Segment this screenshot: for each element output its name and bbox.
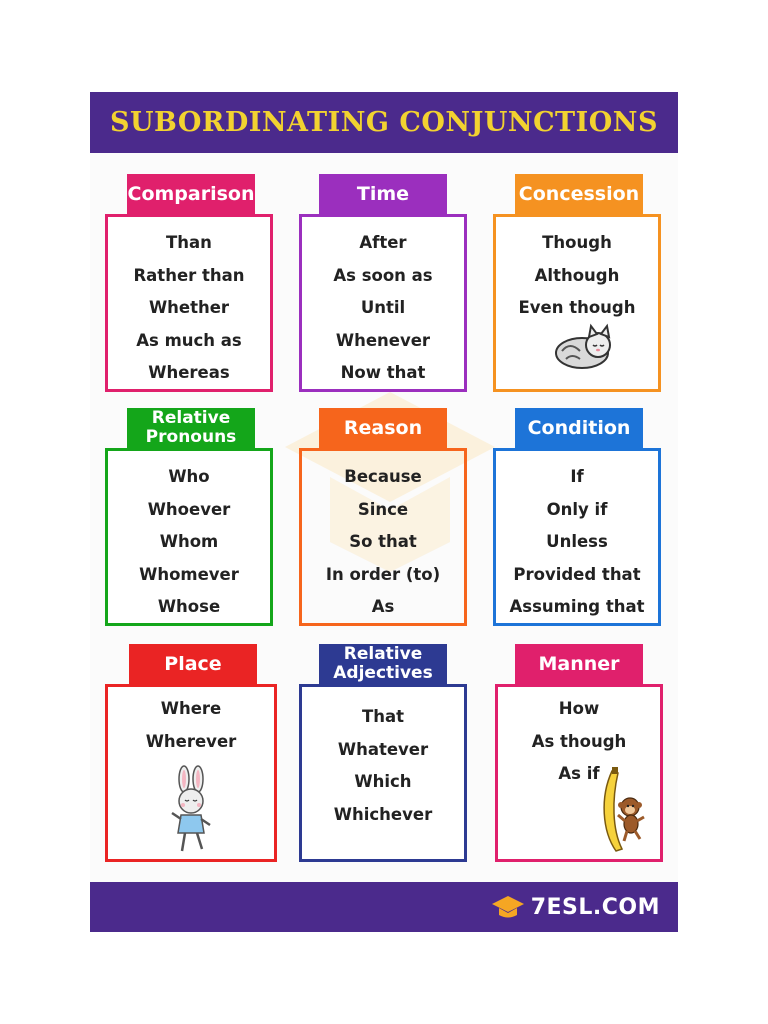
list-comparison [108,227,270,390]
box-concession [493,214,661,392]
list-item: Whether [148,298,230,317]
list-item: Because [344,467,422,486]
list-item: After [359,233,407,252]
list-item: Than [166,233,212,252]
list-item: Though [542,233,612,252]
box-time [299,214,467,392]
tab-condition: Condition [515,408,643,448]
tab-time: Time [319,174,447,214]
list-item: Whoever [147,499,231,519]
title-banner [90,92,678,153]
list-item: Who [168,467,210,486]
list-item: Whenever [335,330,431,350]
list-item: Since [357,499,409,519]
box-comparison [105,214,273,392]
poster [90,92,678,932]
list-item: That [361,707,405,726]
card-relative-pronouns [105,408,273,626]
list-item: Whereas [148,363,230,382]
list-item: Until [360,298,406,317]
list-item: Rather than [133,265,245,285]
list-place [108,693,274,758]
box-place [105,684,277,862]
list-item: As if [558,764,600,783]
list-item: Whatever [337,739,429,759]
box-condition [493,448,661,626]
list-item: Assuming that [509,597,645,616]
list-item: Now that [340,363,426,382]
list-reason [302,461,464,624]
list-item: Unless [546,532,608,551]
list-item: Only if [546,499,608,519]
sleeping-cat-icon [552,323,616,371]
card-manner [495,644,663,862]
tab-comparison: Comparison [127,174,255,214]
list-item: Wherever [145,731,237,751]
tab-place: Place [129,644,257,684]
tab-relative-pronouns: Relative Pronouns [127,408,255,448]
list-item: In order (to) [325,564,441,584]
list-item: As soon as [333,265,433,285]
list-item: So that [349,532,417,551]
list-item: As though [531,731,627,751]
card-concession [493,174,661,392]
list-item: Whose [157,597,221,616]
list-item: Although [534,265,620,285]
box-reason [299,448,467,626]
brand-logo [491,882,660,932]
card-time [299,174,467,392]
bunny-icon [168,765,214,855]
list-item: As [371,597,395,616]
list-item: How [558,699,600,718]
brand-text: 7ESL.COM [530,894,660,920]
tab-concession: Concession [515,174,643,214]
list-condition [496,461,658,624]
list-item: Whichever [333,804,433,824]
box-manner [495,684,663,862]
list-relative-pronouns [108,461,270,624]
list-time [302,227,464,390]
list-item: Whom [159,532,219,551]
tab-reason: Reason [319,408,447,448]
card-reason [299,408,467,626]
list-item: Where [160,699,222,718]
list-concession [496,227,658,325]
tab-relative-adjectives: Relative Adjectives [319,644,447,684]
card-relative-adjectives [299,644,467,862]
monkey-banana-icon [598,767,650,855]
card-place [105,644,277,862]
list-item: Provided that [513,564,641,584]
list-item: Even though [518,298,636,317]
box-relative-adjectives [299,684,467,862]
list-item: Which [354,772,412,791]
list-item: As much as [136,330,242,350]
tab-manner: Manner [515,644,643,684]
footer-bar [90,882,678,932]
card-condition [493,408,661,626]
page-title: SUBORDINATING CONJUNCTIONS [110,107,658,138]
graduation-cap-icon [491,894,525,920]
card-comparison [105,174,273,392]
list-item: Whomever [139,564,239,584]
box-relative-pronouns [105,448,273,626]
list-relative-adjectives [302,701,464,831]
list-item: If [570,467,584,486]
